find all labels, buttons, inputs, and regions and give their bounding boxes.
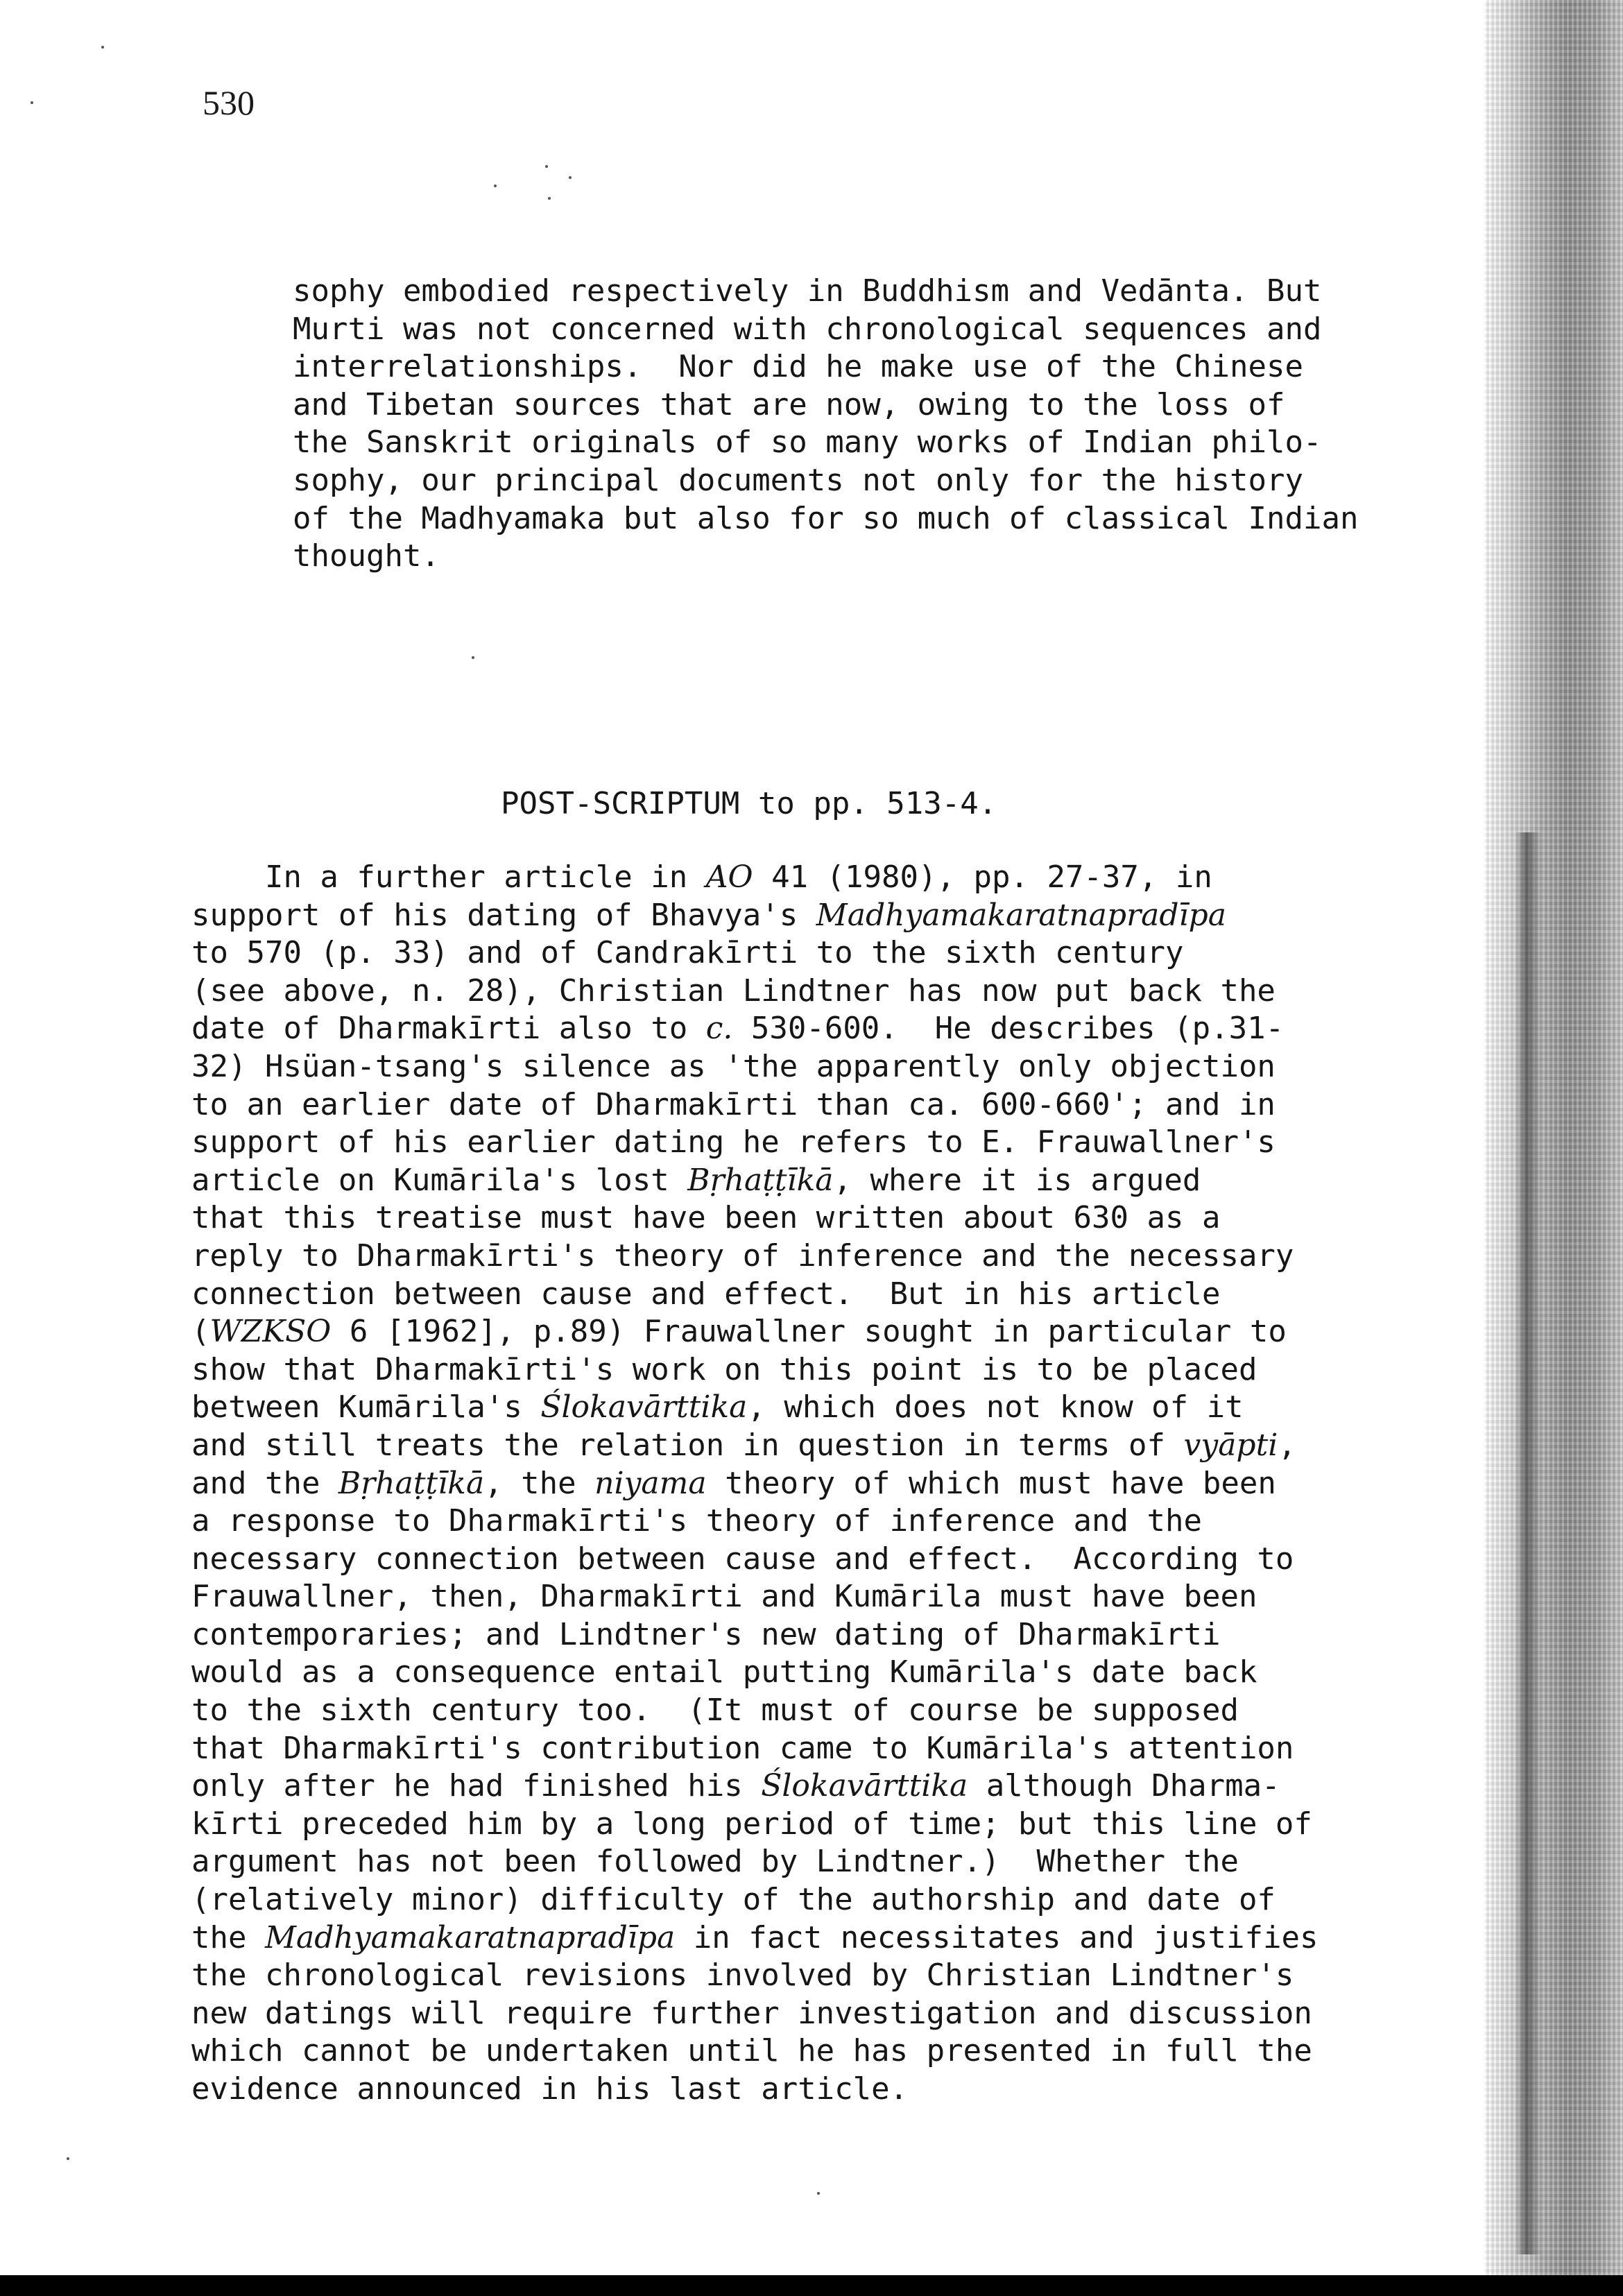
post-scriptum-paragraph [191, 859, 1318, 2109]
italic-term: c. [705, 1011, 733, 1047]
italic-term: Ślokavārttika [761, 1768, 968, 1804]
text-line: evidence announced in his last article. [191, 2071, 909, 2107]
text-line: a response to Dharmakīrti's theory of inference and the [191, 1503, 1202, 1539]
text-line: the Madhyamakaratnapradīpa in fact necessitates and justifies [191, 1919, 1319, 1955]
italic-term: niyama [594, 1465, 707, 1501]
text-line: between Kumārila's Ślokavārttika, which does not know of it [191, 1389, 1244, 1425]
text-line: to an earlier date of Dharmakīrti than ca. 600-660'; and in [191, 1086, 1276, 1122]
text-line: to the sixth century too. (It must of course be supposed [191, 1693, 1239, 1729]
text-line: the Sanskrit originals of so many works of Indian philo- [293, 425, 1322, 461]
scan-binding-shadow [1515, 832, 1541, 2254]
scan-speck [545, 165, 548, 168]
text-line: the chronological revisions involved by Christian Lindtner's [191, 1957, 1294, 1994]
text-line: that Dharmakīrti's contribution came to Kumārila's attention [191, 1730, 1294, 1766]
scan-speck [67, 2157, 69, 2160]
scan-speck [472, 656, 474, 659]
italic-term: AO [705, 859, 753, 895]
text-line: (WZKSO 6 [1962], p.89) Frauwallner sought in particular to [191, 1314, 1287, 1350]
text-line: support of his dating of Bhavya's Madhyamakaratnapradīpa [191, 897, 1226, 933]
text-line: only after he had finished his Ślokavārttika although Dharma- [191, 1768, 1280, 1804]
page-number: 530 [203, 83, 255, 122]
text-line: new datings will require further investigation and discussion [191, 1995, 1312, 2031]
text-line: to 570 (p. 33) and of Candrakīrti to the sixth century [191, 935, 1184, 971]
italic-term: vyāpti [1183, 1427, 1278, 1463]
scan-speck [817, 2192, 820, 2195]
text-line: and the Bṛhaṭṭīkā, the niyama theory of which must have been [191, 1465, 1276, 1501]
text-line: In a further article in AO 41 (1980), pp. 27-37, in [191, 859, 1212, 895]
text-line: kīrti preceded him by a long period of time; but this line of [191, 1806, 1312, 1842]
italic-term: Ślokavārttika [540, 1389, 748, 1425]
text-line: argument has not been followed by Lindtner.) Whether the [191, 1844, 1239, 1880]
scan-shadow-edge [1484, 0, 1623, 2275]
scan-speck [569, 176, 572, 179]
text-line: would as a consequence entail putting Kumārila's date back [191, 1654, 1257, 1690]
text-line: interrelationships. Nor did he make use of the Chinese [293, 349, 1303, 385]
scan-speck [494, 185, 497, 187]
italic-term: Bṛhaṭṭīkā [338, 1465, 485, 1501]
italic-term: WZKSO [209, 1314, 332, 1350]
post-scriptum-heading: POST-SCRIPTUM to pp. 513-4. [501, 786, 997, 821]
text-line: of the Madhyamaka but also for so much of classical Indian [293, 500, 1359, 536]
text-line: (see above, n. 28), Christian Lindtner has now put back the [191, 973, 1276, 1009]
text-line: show that Dharmakīrti's work on this point is to be placed [191, 1351, 1257, 1387]
text-line: (relatively minor) difficulty of the authorship and date of [191, 1882, 1276, 1918]
text-line: and still treats the relation in question in terms of vyāpti, [191, 1427, 1296, 1463]
text-line: connection between cause and effect. But in his article [191, 1276, 1221, 1312]
italic-term: Bṛhaṭṭīkā [687, 1162, 834, 1198]
scan-speck [548, 197, 551, 200]
text-line: 32) Hsüan-tsang's silence as 'the apparently only objection [191, 1048, 1276, 1084]
paragraph-continued [293, 273, 1358, 576]
text-line: which cannot be undertaken until he has presented in full the [191, 2033, 1312, 2069]
text-line: support of his earlier dating he refers to E. Frauwallner's [191, 1124, 1276, 1160]
text-line: thought. [293, 538, 440, 574]
text-line: sophy, our principal documents not only for the history [293, 462, 1303, 498]
text-line: article on Kumārila's lost Bṛhaṭṭīkā, where it is argued [191, 1162, 1201, 1198]
text-line: reply to Dharmakīrti's theory of inference and the necessary [191, 1237, 1294, 1274]
text-line: that this treatise must have been written about 630 as a [191, 1200, 1221, 1236]
text-line: Frauwallner, then, Dharmakīrti and Kumārila must have been [191, 1579, 1257, 1615]
scan-speck [31, 101, 33, 104]
text-line: and Tibetan sources that are now, owing to the loss of [293, 386, 1285, 422]
scan-speck [101, 46, 104, 49]
text-line: sophy embodied respectively in Buddhism and Vedānta. But [293, 273, 1322, 309]
italic-term: Madhyamakaratnapradīpa [816, 897, 1226, 933]
text-line: date of Dharmakīrti also to c. 530-600. He describes (p.31- [191, 1011, 1285, 1047]
italic-term: Madhyamakaratnapradīpa [264, 1919, 676, 1955]
text-line: Murti was not concerned with chronological sequences and [293, 311, 1322, 347]
text-line: contemporaries; and Lindtner's new dating of Dharmakīrti [191, 1616, 1221, 1652]
scan-bottom-border [0, 2275, 1623, 2296]
text-line: necessary connection between cause and effect. According to [191, 1541, 1294, 1577]
